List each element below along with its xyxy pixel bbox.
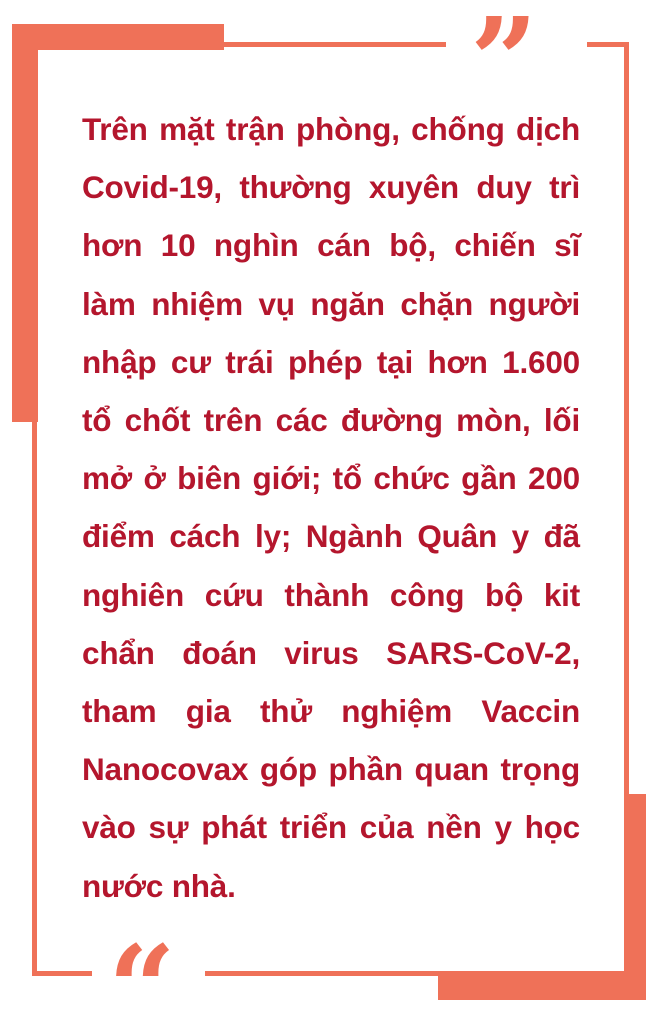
accent-block-right [624, 794, 646, 1000]
frame-line-bottom-left [32, 971, 92, 976]
frame-line-bottom-right [205, 971, 445, 976]
frame-line-top-right [587, 42, 629, 47]
frame-line-left [32, 42, 37, 976]
frame-line-top-left [32, 42, 446, 47]
quote-text: Trên mặt trận phòng, chống dịch Covid-19, thường xuyên duy trì hơn 10 nghìn cán bộ, chiến sĩ làm nhiệm vụ ngăn chặn người nhập cư trái phép tại hơn 1.600 tổ chốt trên các đường mòn, lối mở ở biên giới; tổ chức gần 200 điểm cách ly; Ngành Quân y đã nghiên cứu thành công bộ kit chẩn đoán virus SARS-CoV-2, tham gia thử nghiệm Vaccin Nanocovax góp phần quan trọng vào sự phát triển của nền y học nước nhà. [82, 111, 580, 904]
accent-block-bottom-right [438, 971, 646, 1000]
frame-line-right [624, 42, 629, 802]
open-quote-icon: “ [108, 919, 176, 1026]
close-quote-icon: ” [470, 0, 538, 130]
